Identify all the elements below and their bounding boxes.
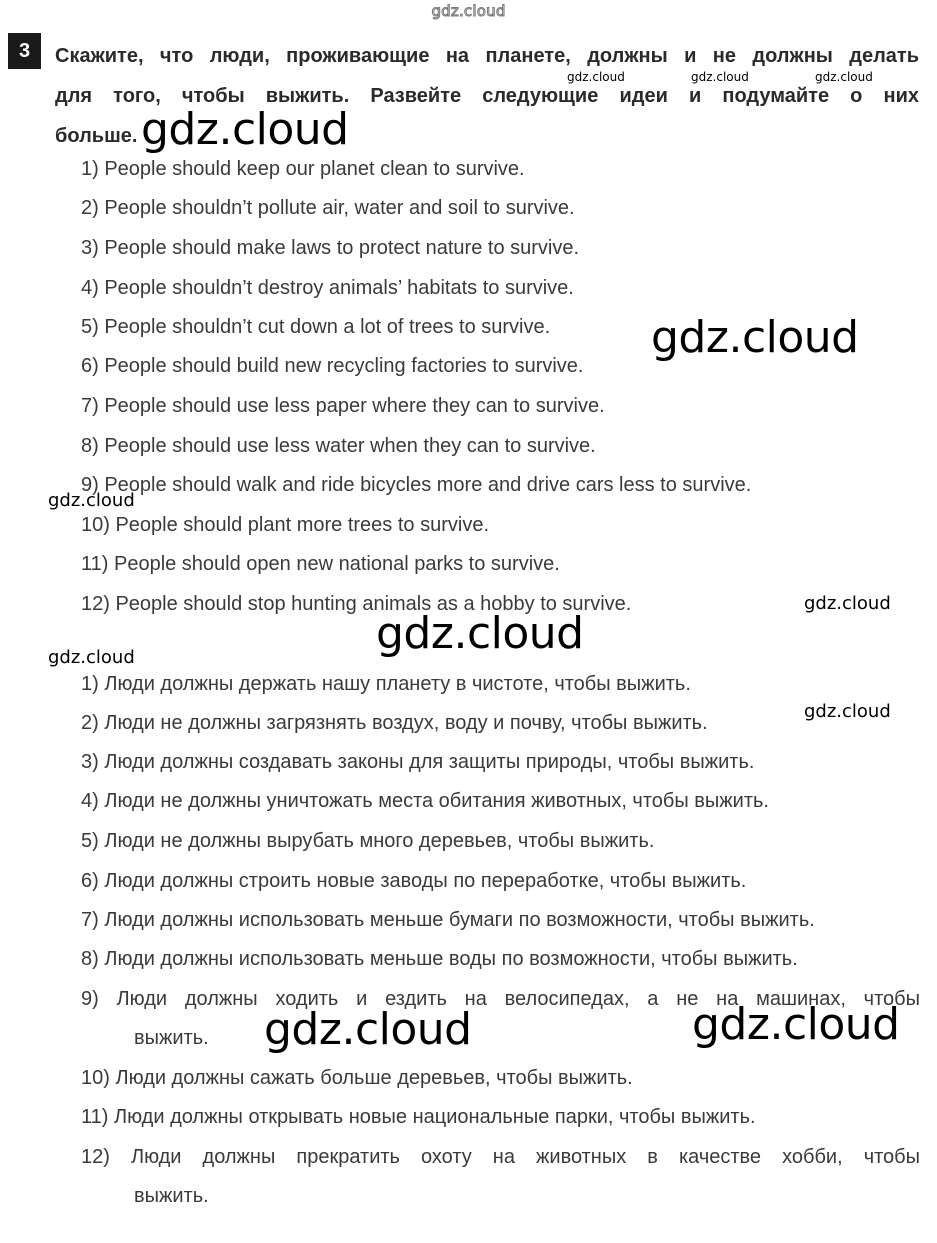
watermark: gdz.cloud <box>804 593 891 614</box>
russian-item-6: 6) Люди должны строить новые заводы по переработке, чтобы выжить. <box>81 870 747 892</box>
russian-item-12-line-2: выжить. <box>134 1185 209 1207</box>
watermark: gdz.cloud <box>651 312 859 363</box>
russian-item-1: 1) Люди должны держать нашу планету в чистоте, чтобы выжить. <box>81 673 691 695</box>
english-item-2: 2) People shouldn’t pollute air, water and soil to survive. <box>81 197 575 219</box>
watermark: gdz.cloud <box>48 647 135 668</box>
english-item-6: 6) People should build new recycling factories to survive. <box>81 355 584 377</box>
task-instruction-line-3: больше. <box>55 125 138 147</box>
watermark: gdz.cloud <box>264 1004 472 1055</box>
russian-item-11: 11) Люди должны открывать новые национальные парки, чтобы выжить. <box>81 1106 756 1128</box>
watermark: gdz.cloud <box>48 490 135 511</box>
english-item-4: 4) People shouldn’t destroy animals’ habitats to survive. <box>81 277 574 299</box>
russian-item-4: 4) Люди не должны уничтожать места обитания животных, чтобы выжить. <box>81 790 769 812</box>
english-item-1: 1) People should keep our planet clean to survive. <box>81 158 525 180</box>
russian-item-12 <box>81 1144 920 1209</box>
russian-item-12-line-1: 12) Люди должны прекратить охоту на животных в качестве хобби, чтобы <box>81 1146 920 1168</box>
russian-item-8: 8) Люди должны использовать меньше воды по возможности, чтобы выжить. <box>81 948 798 970</box>
russian-item-3: 3) Люди должны создавать законы для защиты природы, чтобы выжить. <box>81 751 755 773</box>
english-item-3: 3) People should make laws to protect nature to survive. <box>81 237 580 259</box>
english-item-12: 12) People should stop hunting animals as a hobby to survive. <box>81 593 632 615</box>
watermark: gdz.cloud <box>804 701 891 722</box>
russian-item-9-line-2: выжить. <box>134 1027 209 1049</box>
watermark: gdz.cloud <box>815 70 873 84</box>
task-number-badge: 3 <box>8 33 41 69</box>
russian-item-2: 2) Люди не должны загрязнять воздух, воду и почву, чтобы выжить. <box>81 712 708 734</box>
english-item-7: 7) People should use less paper where they can to survive. <box>81 395 605 417</box>
watermark: gdz.cloud <box>376 608 584 659</box>
watermark: gdz.cloud <box>141 104 349 155</box>
task-instruction-line-2: для того, чтобы выжить. Развейте следующие идеи и подумайте о них <box>55 85 919 107</box>
watermark: gdz.cloud <box>692 999 900 1050</box>
russian-item-5: 5) Люди не должны вырубать много деревьев, чтобы выжить. <box>81 830 655 852</box>
english-item-5: 5) People shouldn’t cut down a lot of trees to survive. <box>81 316 551 338</box>
russian-item-9-line-1: 9) Люди должны ходить и ездить на велосипедах, а не на машинах, чтобы <box>81 988 920 1010</box>
task-instruction-line-1: Скажите, что люди, проживающие на планете, должны и не должны делать <box>55 45 919 67</box>
site-header: gdz.cloud <box>431 2 506 20</box>
russian-item-7: 7) Люди должны использовать меньше бумаги по возможности, чтобы выжить. <box>81 909 815 931</box>
russian-item-10: 10) Люди должны сажать больше деревьев, чтобы выжить. <box>81 1067 633 1089</box>
english-item-10: 10) People should plant more trees to survive. <box>81 514 489 536</box>
english-item-9: 9) People should walk and ride bicycles more and drive cars less to survive. <box>81 474 752 496</box>
english-item-8: 8) People should use less water when they can to survive. <box>81 435 596 457</box>
watermark: gdz.cloud <box>567 70 625 84</box>
watermark: gdz.cloud <box>691 70 749 84</box>
english-item-11: 11) People should open new national parks to survive. <box>81 553 560 575</box>
